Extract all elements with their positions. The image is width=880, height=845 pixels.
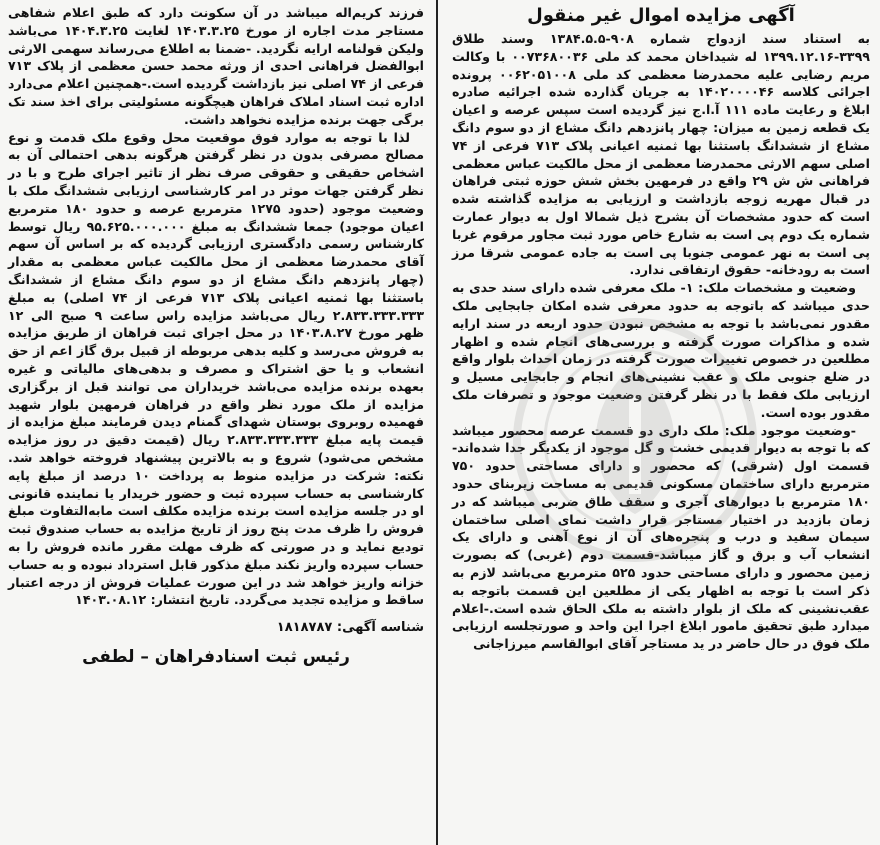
column-divider bbox=[436, 0, 438, 845]
ad-id: شناسه آگهی: ۱۸۱۸۷۸۷ bbox=[276, 620, 424, 636]
right-column bbox=[442, 0, 880, 845]
right-paragraph-1: به استناد سند ازدواج شماره ۹۰۸-۱۳۸۴.۵.۵ وسند طلاق ۳۳۹۹-۱۳۹۹.۱۲.۱۶ له شیداخان محمد کد ملی ۰۰۷۳۶۸۰۰۳۶ با وکالت مریم رضایی علیه محمدرضا معظمی کد ملی ۰۰۶۲۰۵۱۰۰۸ پرونده اجرائی کلاسه ۱۴۰۲۰۰۰۰۴۶ به جریان گذارده شده اجرائیه صادره ابلاغ و رعایت ماده ۱۱۱ آ.ا.ج نیز گردیده است سپس عرصه و اعیان یک قطعه زمین به میزان: چهار پانزدهم دانگ مشاع از دو سوم دانگ مشاع از ششدانگ باستثنا بها ثمنیه اعیانی پلاک ۷۱۳ فرعی از ۷۴ اصلی سهم الارثی محمدرضا معظمی از محل مالکیت عباس معظمی فراهانی ش ش ۲۹ واقع در فرمهین بخش شش حوزه ثبتی فراهان در قبال مهریه زوجه بازداشت و ارزیابی به مزایده گذاشته شده است که حدود مشخصات آن بشرح ذیل شمالا اول به دیوار عمارت شماره یک دوم پی است به شارع خاص مورد ثبت مجاور مرقوم غربا پی است به نهر عمومی جنوبا پی است به جاده عمومی شرقا مرز است به رودخانه- حقوق ارتفاقی ندارد. bbox=[452, 31, 870, 278]
notice-title: آگهی مزایده اموال غیر منقول bbox=[527, 5, 795, 26]
signature: رئیس ثبت اسنادفراهان – لطفی bbox=[82, 647, 350, 668]
right-paragraph-3: -وضعیت موجود ملک: ملک داری دو قسمت عرصه محصور میباشد که با توجه به دیوار قدیمی خشت و گل موجود از یکدیگر جدا شده‌اند-قسمت اول (شرقی) که محصور و دارای مساحتی حدود ۷۵۰ مترمربع دارای ساختمان مسکونی قدیمی به مساحت زیربنای حدود ۱۸۰ مترمربع با دیوارهای آجری و سقف طاق ضربی میباشد که در زمان بازدید در اختیار مستاجر قرار داشت نمای اصلی ساختمان سیمان سفید و درب و پنجره‌های آن از نوع آهنی و دارای یک انشعاب آب و برق و گاز میباشد-قسمت دوم (غربی) که بصورت زمین محصور و دارای مساحتی حدود ۵۲۵ مترمربع می‌باشد لازم به ذکر است با توجه به اظهار یکی از مطلعین این قسمت باتوجه به عقب‌نشینی که ملک از بلوار داشته به ملک الحاق شده است.-اعلام میدارد طبق تحقیق مامور ابلاغ اجرا این واحد و صورتجلسه ارزیابی ملک فوق در حال حاضر در ید مستاجر آقای ابوالقاسم میرزاجانی bbox=[452, 422, 870, 652]
left-column bbox=[0, 0, 432, 845]
right-paragraph-2: وضعیت و مشخصات ملک: ۱- ملک معرفی شده دارای سند حدی به حدی میباشد که باتوجه به حدود معرفی شده امکان جابجایی ملک مقدور نمی‌باشد با توجه به مشخص نبودن حدود اربعه در سند ارایه شده و مذاکرات صورت گرفته و بررسی‌های انجام شده و اظهار مطلعین در خصوص تغییرات صورت گرفته در زمان احداث بلوار واقع در ضلع جنوبی ملک و عقب نشینی‌های انجام و جابجایی مسیل و ارزیابی ملک فقط با در نظر گرفتن وضعیت موجود و تصرفات ملک مقدور بوده است. bbox=[452, 280, 870, 420]
left-paragraph-2: لذا با توجه به موارد فوق موقعیت محل وقوع ملک قدمت و نوع مصالح مصرفی بدون در نظر گرفتن هرگونه بدهی احتمالی آن به اشخاص حقیقی و حقوقی صرف نظر از تاثیر اجرای طرح و با در نظر گرفتن جهات موثر در امر کارشناسی ارزیابی ششدانگ ملک با وضعیت موجود (حدود ۱۲۷۵ مترمربع عرصه و حدود ۱۸۰ مترمربع اعیان موجود) جمعا ششدانگ به مبلغ ۹۵.۶۲۵.۰۰۰.۰۰۰ ریال توسط کارشناس رسمی دادگستری ارزیابی گردیده که بر اساس آن سهم آقای محمدرضا معظمی از محل مالکیت عباس معظمی به مقدار (چهار پانزدهم دانگ مشاع از دو سوم دانگ مشاع از ششدانگ باستثنا بها ثمنیه اعیانی پلاک ۷۱۳ فرعی از ۷۴ اصلی) به مبلغ ۲.۸۳۳.۳۳۳.۳۳۳ ریال می‌باشد مزایده راس ساعت ۹ صبح الی ۱۲ ظهر مورخ ۱۴۰۳.۸.۲۷ در محل اجرای ثبت فراهان از طریق مزایده به فروش می‌رسد و کلیه بدهی مربوطه از قبیل برق گاز اعم از حق انشعاب و یا حق اشتراک و مصرف و بدهی‌های مالیاتی و غیره بعهده برنده مزایده می‌باشد خریداران می توانند قبل از برگزاری مزایده از ملک مورد نظر واقع در فراهان فرمهین بلوار شهید فهمیده روبروی بوستان شهدای گمنام دیدن فرمایند مبلغ مزایده از قیمت پایه مبلغ ۲.۸۳۳.۳۳۳.۳۳۳ ریال (قیمت دقیق در روز مزایده مشخص می‌شود) شروع و به بالاترین پیشنهاد فروخته خواهد شد. نکته: شرکت در مزایده منوط به پرداخت ۱۰ درصد از مبلغ پایه کارشناسی به حساب سپرده ثبت و حضور خریدار یا نماینده قانونی او در جلسه مزایده است برنده مزایده مکلف است مابه‌التفاوت مبلغ فروش را ظرف مدت پنج روز از تاریخ مزایده به حساب صندوق ثبت تودیع نماید و در صورتی که ظرف مهلت مقرر مانده فروش را به حساب سپرده واریز نکند مبلغ مذکور قابل استرداد نبوده و به حساب خزانه واریز خواهد شد در این صورت عملیات فروش از درجه اعتبار ساقط و مزایده تجدید می‌گردد. تاریخ انتشار: ۱۴۰۳.۰۸.۱۲ bbox=[8, 129, 425, 608]
left-paragraph-1: فرزند کریم‌اله میباشد در آن سکونت دارد که طبق اعلام شفاهی مستاجر مدت اجاره از مورخ ۱۴۰۳.۳.۲۵ لغایت ۱۴۰۴.۳.۲۵ می‌باشد ولیکن قولنامه ارایه نگردید. -ضمنا به اطلاع می‌رساند سهمی الارثی ابوالفضل فراهانی احدی از ورثه محمد حسن معظمی از پلاک ۷۱۳ فرعی از ۷۴ اصلی نیز بازداشت گردیده است.-همچنین اعلام می‌دارد اداره ثبت اسناد املاک فراهان هیچگونه مسئولیتی برای اخذ سند تک برگی جهت برنده مزایده نخواهد داشت. bbox=[8, 5, 425, 127]
